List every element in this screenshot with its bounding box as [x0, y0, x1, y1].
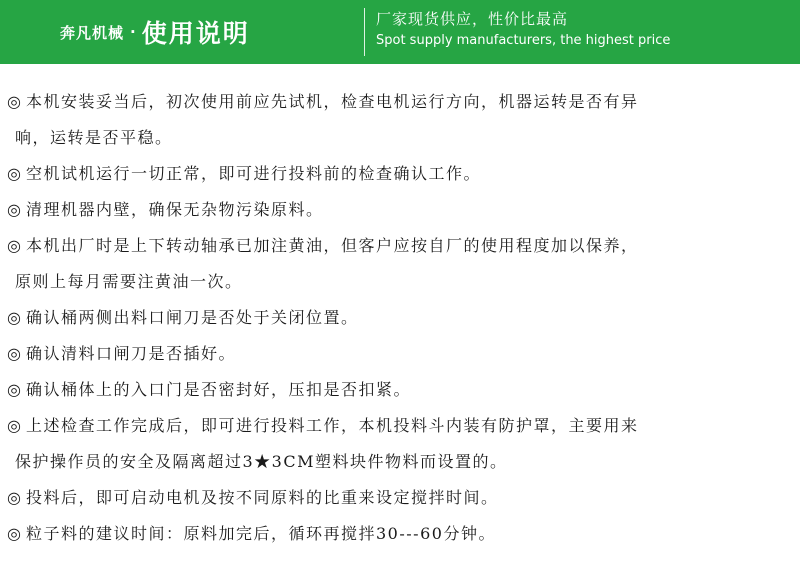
slogan-block — [376, 8, 670, 52]
brand-name: 奔凡机械 — [60, 23, 125, 42]
instruction-item-9 — [7, 480, 792, 516]
brand-block — [60, 0, 250, 64]
page-title: 使用说明 — [141, 19, 250, 48]
slogan-english: Spot supply manufacturers, the highest price — [376, 33, 671, 48]
instruction-text: 原则上每月需要注黄油一次。 — [15, 272, 243, 291]
instruction-text: 清理机器内壁，确保无杂物污染原料。 — [26, 200, 324, 219]
bullet-icon: ◎ — [7, 344, 21, 363]
bullet-icon: ◎ — [7, 380, 21, 399]
instruction-item-7 — [7, 372, 792, 408]
bullet-icon: ◎ — [7, 416, 21, 435]
instruction-text: 投料后，即可启动电机及按不同原料的比重来设定搅拌时间。 — [26, 488, 499, 507]
instruction-item-8 — [7, 408, 792, 444]
instruction-item-8-continued — [7, 444, 792, 480]
bullet-icon: ◎ — [7, 236, 21, 255]
instruction-text: 确认清料口闸刀是否插好。 — [26, 344, 237, 363]
instruction-text: 响，运转是否平稳。 — [15, 128, 173, 147]
instruction-text: 粒子料的建议时间：原料加完后，循环再搅拌30---60分钟。 — [26, 524, 496, 543]
instruction-text: 空机试机运行一切正常，即可进行投料前的检查确认工作。 — [26, 164, 482, 183]
instruction-item-2 — [7, 156, 792, 192]
bullet-icon: ◎ — [7, 164, 21, 183]
brand-separator: · — [130, 23, 136, 41]
instruction-text: 确认桶两侧出料口闸刀是否处于关闭位置。 — [26, 308, 359, 327]
header-banner — [0, 0, 800, 64]
bullet-icon: ◎ — [7, 200, 21, 219]
slogan-chinese: 厂家现货供应，性价比最高 — [376, 10, 569, 28]
instruction-text: 上述检查工作完成后，即可进行投料工作，本机投料斗内装有防护罩，主要用来 — [26, 416, 639, 435]
instruction-text: 确认桶体上的入口门是否密封好，压扣是否扣紧。 — [26, 380, 412, 399]
bullet-icon: ◎ — [7, 488, 21, 507]
bullet-icon: ◎ — [7, 92, 21, 111]
instruction-item-3 — [7, 192, 792, 228]
instruction-item-4 — [7, 228, 792, 264]
bullet-icon: ◎ — [7, 524, 21, 543]
instructions-list — [0, 64, 800, 552]
instruction-item-5 — [7, 300, 792, 336]
header-divider — [364, 8, 365, 56]
instruction-item-10 — [7, 516, 792, 552]
bullet-icon: ◎ — [7, 308, 21, 327]
instruction-item-6 — [7, 336, 792, 372]
instruction-item-4-continued — [7, 264, 792, 300]
instruction-item-1-continued — [7, 120, 792, 156]
instruction-text: 本机安装妥当后，初次使用前应先试机，检查电机运行方向，机器运转是否有异 — [26, 92, 639, 111]
instruction-item-1 — [7, 84, 792, 120]
instruction-text: 本机出厂时是上下转动轴承已加注黄油，但客户应按自厂的使用程度加以保养， — [26, 236, 639, 255]
instruction-text: 保护操作员的安全及隔离超过3★3CM塑料块件物料而设置的。 — [15, 452, 508, 471]
